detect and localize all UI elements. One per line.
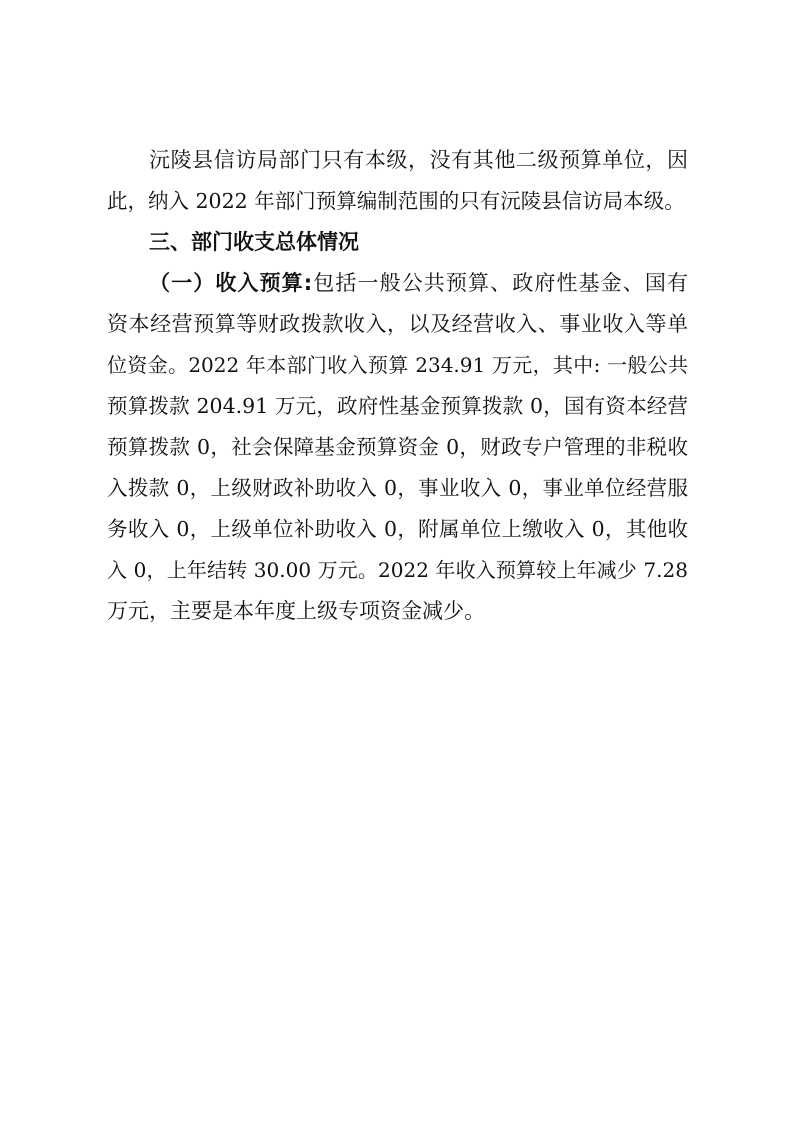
document-body — [107, 140, 688, 632]
income-paragraph-line-8: 入 0，上年结转 30.00 万元。2022 年收入预算较上年减少 7.28 — [107, 558, 688, 582]
income-paragraph-line-4: 预算拨款 204.91 万元，政府性基金预算拨款 0，国有资本经营 — [107, 394, 688, 418]
income-paragraph-line-9: 万元，主要是本年度上级专项资金减少。 — [107, 599, 485, 623]
section-heading: 三、部门收支总体情况 — [149, 230, 359, 254]
paragraph-1-line-2: 此，纳入 2022 年部门预算编制范围的只有沅陵县信访局本级。 — [107, 189, 685, 213]
income-paragraph-line-6: 入拨款 0，上级财政补助收入 0，事业收入 0，事业单位经营服 — [107, 476, 688, 500]
income-paragraph-line-7: 务收入 0，上级单位补助收入 0，附属单位上缴收入 0，其他收 — [107, 517, 688, 541]
income-paragraph-line-2: 资本经营预算等财政拨款收入，以及经营收入、事业收入等单 — [107, 312, 688, 336]
income-paragraph-line-1 — [107, 263, 688, 304]
income-label: （一）收入预算: — [149, 271, 313, 295]
income-paragraph-line-3: 位资金。2022 年本部门收入预算 234.91 万元，其中: 一般公共 — [107, 353, 688, 377]
paragraph-1-line-1: 沅陵县信访局部门只有本级，没有其他二级预算单位，因 — [149, 148, 688, 172]
income-paragraph-line-5: 预算拨款 0，社会保障基金预算资金 0，财政专户管理的非税收 — [107, 435, 688, 459]
income-line-1-text: 包括一般公共预算、政府性基金、国有 — [312, 271, 688, 295]
